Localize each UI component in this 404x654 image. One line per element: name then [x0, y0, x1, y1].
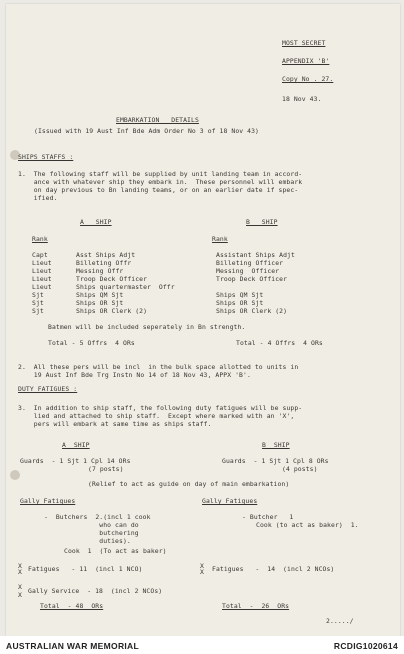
punch-hole	[10, 470, 20, 480]
para3-line: lied and attached to ship staff. Except where marked with an 'X',	[18, 412, 295, 420]
b-total-staff: Total - 4 Offrs 4 ORs	[236, 339, 323, 347]
para2-line: 2. All these pers will be incl in the bulk space allotted to units in	[18, 363, 299, 371]
a-butchers-line: who can do	[44, 521, 139, 529]
b-role: Assistant Ships Adjt	[216, 251, 295, 259]
a-ship-heading: A SHIP	[80, 218, 112, 226]
b-role: Ships OR Sjt	[216, 299, 264, 307]
appendix-label: APPENDIX 'B'	[282, 57, 330, 65]
b-ship-heading-2: B SHIP	[262, 441, 290, 449]
duty-fatigues-heading: DUTY FATIGUES :	[18, 385, 78, 393]
footer-id: RCDIG1020614	[333, 641, 398, 651]
a-role: Ships quartermaster Offr	[76, 283, 175, 291]
document-date: 18 Nov 43.	[282, 95, 322, 103]
b-role: Messing Officer	[216, 267, 280, 275]
rank-label-b: Rank	[212, 235, 228, 243]
rank-label-a: Rank	[32, 235, 48, 243]
batmen-note: Batmen will be included seperately in Bn strength.	[48, 323, 246, 331]
a-rank: Sjt	[32, 299, 44, 307]
continued-marker: 2...../	[326, 617, 354, 625]
a-fatigues: Fatigues - 11 (incl 1 NCO)	[28, 565, 143, 573]
a-butchers-line: duties).	[44, 537, 131, 545]
classification: MOST SECRET	[282, 39, 326, 47]
para3-line: 3. In addition to ship staff, the following duty fatigues will be supp-	[18, 404, 303, 412]
a-butchers-line: - Butchers 2.(incl 1 cook	[44, 513, 151, 521]
a-total-staff: Total - 5 Offrs 4 ORs	[48, 339, 135, 347]
relief-note: (Relief to act as guide on day of main embarkation)	[88, 480, 290, 488]
a-role: Messing Offr	[76, 267, 124, 275]
x-mark: X	[200, 568, 204, 576]
copy-number: Copy No . 27.	[282, 75, 334, 83]
b-role: Ships QM Sjt	[216, 291, 264, 299]
b-fatigues: Fatigues - 14 (incl 2 NCOs)	[212, 565, 335, 573]
para2-line: 19 Aust Inf Bde Trg Instn No 14 of 18 Nov 43, APPX 'B'.	[18, 371, 251, 379]
a-rank: Lieut	[32, 267, 52, 275]
galley-label-b: Gally Fatigues	[202, 497, 258, 505]
a-ship-heading-2: A SHIP	[62, 441, 90, 449]
a-role: Billeting Offr	[76, 259, 132, 267]
b-guards: Guards - 1 Sjt 1 Cpl 8 ORs	[222, 457, 329, 465]
a-role: Asst Ships Adjt	[76, 251, 136, 259]
a-rank: Capt	[32, 251, 48, 259]
ships-staffs-heading: SHIPS STAFFS :	[18, 153, 74, 161]
para1-line: ified.	[18, 194, 58, 202]
a-total-fatigues: Total - 48 ORs	[40, 602, 104, 610]
document-title: EMBARKATION DETAILS	[116, 116, 199, 124]
a-rank: Lieut	[32, 283, 52, 291]
a-rank: Lieut	[32, 275, 52, 283]
galley-label-a: Gally Fatigues	[20, 497, 76, 505]
para3-line: pers will embark at same time as ships staff.	[18, 420, 212, 428]
a-guards-posts: (7 posts)	[88, 465, 124, 473]
x-mark: X	[200, 562, 204, 570]
a-role: Troop Deck Officer	[76, 275, 148, 283]
a-rank: Sjt	[32, 291, 44, 299]
para1-line: on day previous to Bn landing teams, or on an earlier date if spec-	[18, 186, 299, 194]
para1-line: ance with whatever ship they embark in. These personnel will embark	[18, 178, 303, 186]
b-butcher: - Butcher 1	[242, 513, 294, 521]
b-total-fatigues: Total - 26 ORs	[222, 602, 290, 610]
archive-footer	[0, 636, 404, 654]
a-cook: Cook 1 (To act as baker)	[64, 547, 167, 555]
a-role: Ships QM Sjt	[76, 291, 124, 299]
x-mark: X	[18, 591, 22, 599]
a-rank: Sjt	[32, 307, 44, 315]
a-galley-service: Gally Service - 18 (incl 2 NCOs)	[28, 587, 163, 595]
a-rank: Lieut	[32, 259, 52, 267]
x-mark: X	[18, 568, 22, 576]
b-cook: Cook (to act as baker) 1.	[256, 521, 359, 529]
x-mark: X	[18, 562, 22, 570]
a-guards: Guards - 1 Sjt 1 Cpl 14 ORs	[20, 457, 131, 465]
issued-note: (Issued with 19 Aust Inf Bde Adm Order No 3 of 18 Nov 43)	[34, 127, 260, 135]
b-role: Billeting Officer	[216, 259, 284, 267]
b-role: Troop Deck Officer	[216, 275, 288, 283]
a-role: Ships OR Clerk (2)	[76, 307, 148, 315]
para1-line: 1. The following staff will be supplied by unit landing team in accord-	[18, 170, 303, 178]
b-role: Ships OR Clerk (2)	[216, 307, 288, 315]
b-guards-posts: (4 posts)	[282, 465, 318, 473]
footer-source: AUSTRALIAN WAR MEMORIAL	[6, 641, 139, 651]
x-mark: X	[18, 583, 22, 591]
b-ship-heading: B SHIP	[246, 218, 278, 226]
a-role: Ships OR Sjt	[76, 299, 124, 307]
a-butchers-line: butchering	[44, 529, 139, 537]
